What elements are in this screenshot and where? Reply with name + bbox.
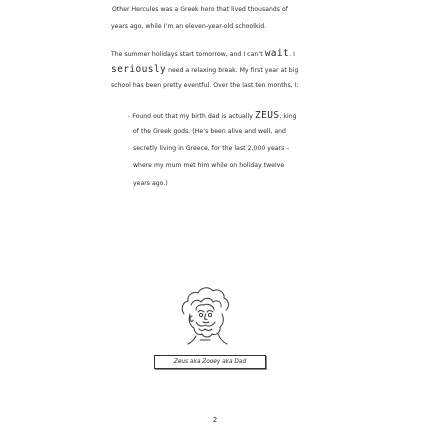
paragraph-1-line-2: years ago, while I’m an eleven-year-old schoolkid. <box>111 23 267 30</box>
emphasis-wait: wait <box>264 48 290 59</box>
caption-text: Zeus aka Zooey aka Dad <box>173 359 247 365</box>
paragraph-2-line-2-rest: need a relaxing break. My first year at big <box>166 67 299 74</box>
illustration-caption <box>154 355 266 369</box>
bullet-line-3: secretly living in Greece, for the last 2,000 years – <box>133 145 290 152</box>
emphasis-zeus: ZEUS <box>254 110 280 121</box>
emphasis-seriously: seriously <box>111 64 167 75</box>
paragraph-1-line-1: Other Hercules was a Greek hero that lived thousands of <box>112 6 288 13</box>
bullet-line-1-end: , king <box>279 113 297 120</box>
bullet-line-4: where my mum met him while on holiday twelve <box>133 162 285 169</box>
page-number: 2 <box>212 416 218 424</box>
paragraph-2-line-1-start: The summer holidays start tomorrow, and I can’t <box>111 51 265 58</box>
zeus-cartoon-illustration <box>166 276 246 348</box>
bullet-line-1 <box>128 112 297 121</box>
paragraph-2-line-2 <box>111 66 298 75</box>
bullet-line-2: of the Greek gods. (He’s been alive and well, and <box>133 128 286 135</box>
bullet-line-5: years ago.) <box>133 180 168 187</box>
paragraph-2-line-1-end: . I <box>289 51 295 58</box>
paragraph-2-line-1 <box>111 50 295 59</box>
paragraph-2-line-3: school has been pretty eventful. Over the last ten months, I: <box>111 82 299 89</box>
bullet-line-1-start: - Found out that my birth dad is actually <box>128 113 255 120</box>
